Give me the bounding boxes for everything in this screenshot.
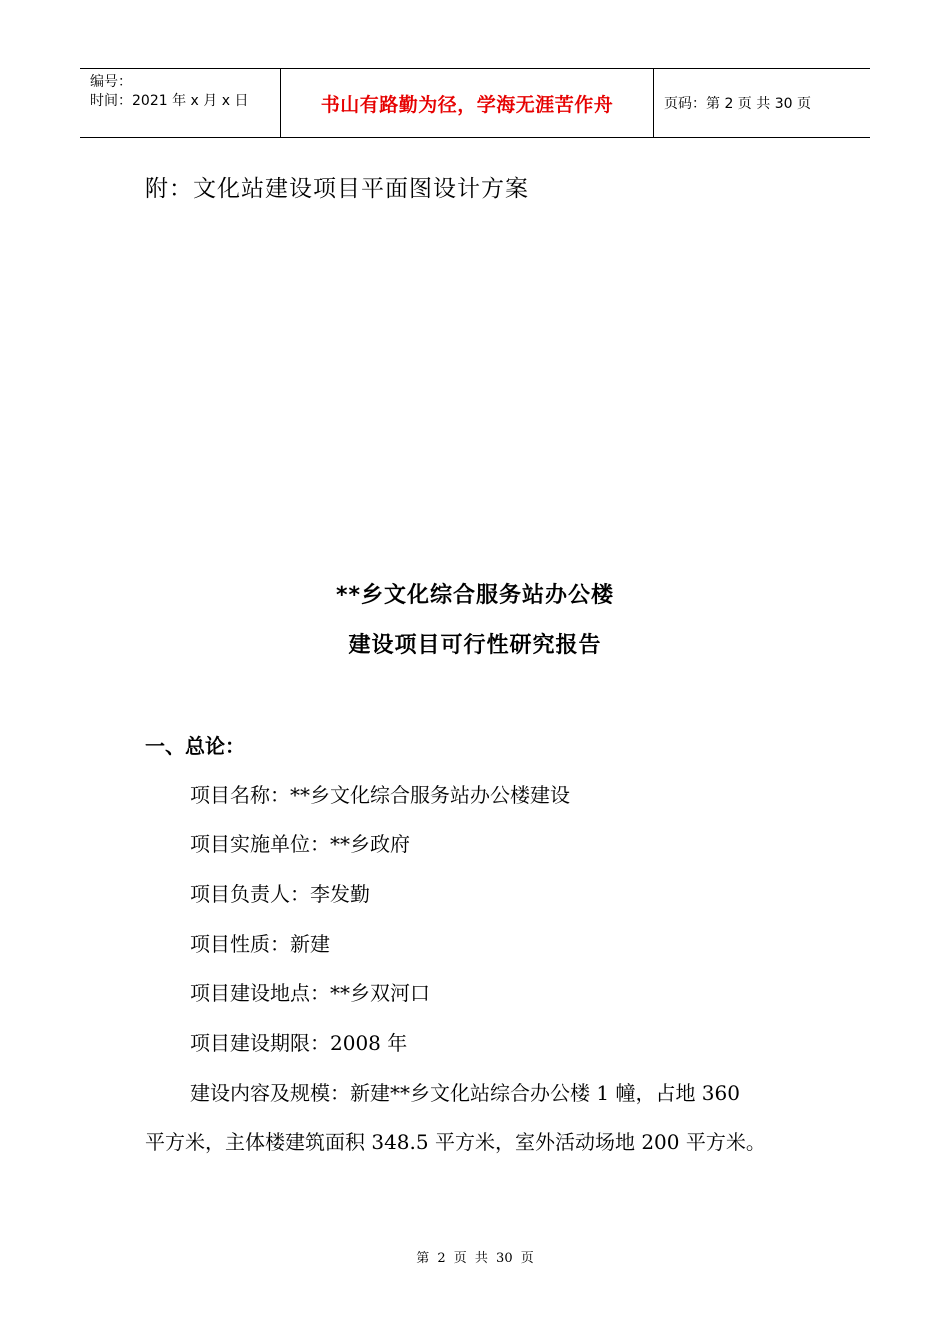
paragraph-project-name: 项目名称：**乡文化综合服务站办公楼建设 xyxy=(190,783,570,807)
report-title-line2: 建设项目可行性研究报告 xyxy=(348,633,602,658)
report-title-line1: **乡文化综合服务站办公楼 xyxy=(335,583,614,608)
header-meta xyxy=(80,69,281,137)
number-label: 编号： xyxy=(90,74,132,90)
section-heading: 一、总论： xyxy=(145,734,245,758)
header-page-info: 页码：第 2 页 共 30 页 xyxy=(664,96,811,112)
paragraph-project-nature: 项目性质：新建 xyxy=(190,932,330,956)
paragraph-implementing-unit: 项目实施单位：**乡政府 xyxy=(190,832,410,856)
date-label: 时间：2021 年 x 月 x 日 xyxy=(90,93,249,109)
paragraph-project-location: 项目建设地点：**乡双河口 xyxy=(190,981,430,1005)
page-header xyxy=(80,68,870,138)
paragraph-project-leader: 项目负责人：李发勤 xyxy=(190,882,370,906)
page-footer: 第 2 页 共 30 页 xyxy=(416,1251,534,1266)
paragraph-project-period: 项目建设期限：2008 年 xyxy=(190,1031,408,1055)
appendix-line: 附：文化站建设项目平面图设计方案 xyxy=(145,176,529,202)
paragraph-scope-continued: 平方米，主体楼建筑面积 348.5 平方米，室外活动场地 200 平方米。 xyxy=(145,1130,766,1154)
paragraph-scope: 建设内容及规模：新建**乡文化站综合办公楼 1 幢，占地 360 xyxy=(190,1081,740,1105)
header-motto: 书山有路勤为径，学海无涯苦作舟 xyxy=(281,69,654,137)
